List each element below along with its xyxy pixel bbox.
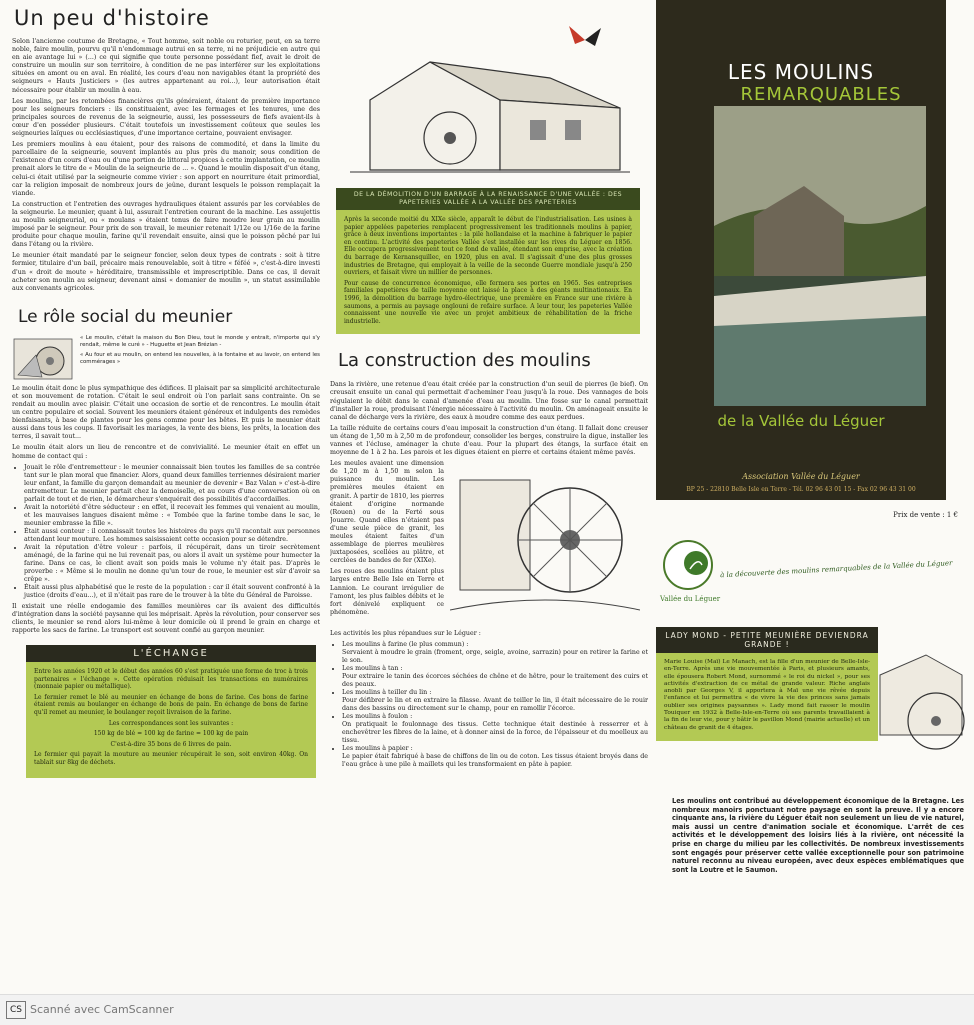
cover-address: BP 25 - 22810 Belle Isle en Terre - Tél. 02 96 43 01 15 - Fax 02 96 43 31 00 xyxy=(686,486,916,493)
construction-p1: Dans la rivière, une retenue d'eau était créée par la construction d'un seuil de pierres (le bief). On creusait ensuite un canal qui permettait d'acheminer l'eau jusqu'à la roue. Des vannages de bois régulaient le débit dans le canal d'amenée d'eau au moulin. Une fosse sur le canal permettait d'installer la roue, produisant l'énergie nécessaire à l'activité du moulin. On aménageait ensuite le canal de décharge vers la rivière, des eaux à moudre comme des eaux perdues. xyxy=(330,381,648,421)
list-item: • Avait la notoriété d'être séducteur : en effet, il recevait les femmes qui venaient au moulin, et les mauvaises langues disaient même : « Tombée que la farine tombe dans le sac, le meunier embrasse la fille ». xyxy=(24,504,320,528)
cover-title-2: REMARQUABLES xyxy=(740,84,902,105)
role-quote-1: « Le moulin, c'était la maison du Bon Dieu, tout le monde y entrait, n'importe qui s'y rendait, même le curé » - Huguette et Jean Brézian - xyxy=(80,334,320,348)
role-p3: Il existait une réelle endogamie des familles meunières car ils avaient des difficultés d'intégration dans la société paysanne qui les méprisait. Après la révolution, pour conserver ses clients, le meunier se rend alors lui-même à leur domicile où il prend le grain en charge et rapporte les sacs de farine. Le transport est souvent confié au garçon meunier. xyxy=(12,602,320,634)
mill-sketch-top xyxy=(330,0,648,188)
list-item: • Était aussi plus alphabétisé que le reste de la population : car il était souvent confronté à la justice (droits d'eau...), et il n'était pas rare de le trouver à la tête du Général de Paroisse. xyxy=(24,584,320,600)
role-list xyxy=(12,464,320,600)
list-item: • Les moulins à teiller du lin : Pour défibrer le lin et en extraire la filasse. Avant de teiller le lin, il était nécessaire de le rouir dans des bassins ou directement sur le champ, pour en ramollir l'écorce. xyxy=(342,689,648,713)
water-wheel-sketch-icon xyxy=(450,460,640,630)
demolition-title: DE LA DÉMOLITION D'UN BARRAGE À LA RENAISSANCE D'UNE VALLÉE : DES PAPETERIES VALLÉE À LA VALLÉE DES PAPETERIES xyxy=(336,188,640,210)
echange-p6: Le fermier qui payait la mouture au meunier récupérait le son, soit environ 40kg. On tablait sur 8kg de déchets. xyxy=(34,751,308,766)
final-text-box xyxy=(672,797,964,877)
list-item: • Les moulins à foulon : On pratiquait le foulonnage des tissus. Cette technique était destinée à resserrer et à enchevêtrer les fibres de la laine, et à donner ainsi de la force, de l'épaisseur et du moelleux au tissu. xyxy=(342,713,648,745)
echange-title: L'ÉCHANGE xyxy=(26,645,316,662)
tagline: à la découverte des moulins remarquables de la Vallée du Léguer xyxy=(719,559,953,580)
echange-p3: Les correspondances sont les suivantes : xyxy=(108,719,234,727)
vallee-leguer-logo-icon xyxy=(662,539,714,591)
list-item: • Les moulins à papier : Le papier était fabriqué à base de chiffons de lin ou de coton. Les tissus étaient broyés dans de l'eau grâce à une pile à maillets qui les transformaient en pâte à papier. xyxy=(342,745,648,769)
cover-title-1: LES MOULINS xyxy=(727,60,875,84)
role-p2: Le moulin était alors un lieu de rencontre et de convivialité. Le meunier était en effet un homme de contact qui : xyxy=(12,444,320,460)
demolition-box xyxy=(336,188,640,334)
cover-photo xyxy=(714,106,926,406)
construction-p2: La taille réduite de certains cours d'eau imposait la construction d'un étang. Il fallait donc creuser un étang de 1,50 m à 2,50 m de profondeur, consolider les berges, construire la digue, installer les vannes et l'écluse, aménager la chute d'eau. Pour la plupart des étangs, la surface était en moyenne de 1 à 2 ha. Les parois et les digues étaient en pierre et certains étaient même pavés. xyxy=(330,424,648,457)
list-item: • Les moulins à farine (le plus commun) : Servaient à moudre le grain (froment, orge, seigle, avoine, sarrazin) pour en retirer la farine et le son. xyxy=(342,641,648,665)
camscanner-label: Scanné avec CamScanner xyxy=(30,1003,174,1016)
meules-section xyxy=(330,460,648,630)
echange-p4: 150 kg de blé = 100 kg de farine = 100 kg de pain xyxy=(93,730,249,738)
scanner-footer xyxy=(0,994,974,1025)
demolition-p1: Après la seconde moitié du XIXe siècle, apparaît le début de l'industrialisation. Les usines à papier appelées papeteries remplacent progressivement les traditionnels moulins à papier, grâce à deux inventions importantes : la pile hollandaise et la machine à fabriquer le papier en continu. L'activité des papeteries Vallée s'est installée sur les rives du Léguer en 1856. Elle occupera progressivement tout ce fond de vallée, étendant son emprise, avec la création du barrage de Kernansquillec, en 1920, plus en aval. Il s'agissait d'une des plus grosses industries de Bretagne, qui employait à la veille de la seconde Guerre mondiale jusqu'à 250 ouvriers, et faisait vivre un millier de personnes. xyxy=(344,216,632,277)
camscanner-logo-icon: CS xyxy=(6,1001,26,1019)
role-p1: Le moulin était donc le plus sympathique des édifices. Il plaisait par sa simplicité architecturale et son mouvement de rotation. C'était le seul endroit où l'on parlait sans contrainte. On se rendait au moulin avec plaisir. C'était une occasion de sortie et de rencontres. Le moulin était un centre populaire et social. Souvent les meuniers étaient généreux et indulgents des remèdes bienfaisants, à base de plantes pour les gens comme pour les bêtes. Et puis le meunier était aussi dans tous les coups. Il favorisait les mariages, la vente des biens, les prêts, la location des terres, il savait tout... xyxy=(12,384,320,441)
right-panel xyxy=(656,505,970,990)
cover-subtitle: de la Vallée du Léguer xyxy=(717,412,885,430)
history-p5: Le meunier était mandaté par le seigneur foncier, selon deux types de contrats : soit à titre fermier, titulaire d'un bail, précaire mais renouvelable, soit à titre « féféé », c'est-à-dire investi d'un « droit de moute » héréditaire, transmissible et imprescriptible. Dans ce cas, il devait acheter son moulin au seigneur, devenant ainsi « domanier de moulin », un statut assimilable aux convenants agricoles. xyxy=(12,252,320,292)
cover-assoc: Association Vallée du Léguer xyxy=(742,472,860,481)
lady-box xyxy=(656,627,878,741)
cover-panel xyxy=(656,0,946,500)
list-item: • Jouait le rôle d'entremetteur : le meunier connaissait bien toutes les familles de sa contrée tant sur le plan moral que financier. Alors, quand deux familles terriennes désiraient marier leur enfant, la famille du garçon demandait au meunier de devenir « Baz Valan » c'est-à-dire entremetteur. Le meunier partait chez la demoiselle, et au cours d'une conversation où on parlait de tout et de rien, le démarcheur s'enquérait des possibilités d'accordailles. xyxy=(24,464,320,504)
history-title: Un peu d'histoire xyxy=(14,6,210,30)
lady-title: LADY MOND - PETITE MEUNIÈRE DEVIENDRA GRANDE ! xyxy=(656,627,878,653)
butterfly-icon xyxy=(565,22,605,58)
history-p3: Les premiers moulins à eau étaient, pour des raisons de commodité, et dans la limite du parcellaire de la seigneurie, souvent implantés au plus près du manoir, sous condition de l'existence d'un cours d'eau ou d'une portion de littoral propices à cette implantation, ce moulin prenait alors le titre de « Moulin de la seigneurie de ... ». Quand le moulin disposait d'un étang, celui-ci était utilisé par la seigneurie comme vivier : son apport en nourriture était primordial, car la religion imposait de nombreux jours de jeûne, durant lesquels le poisson remplaçait la viande. xyxy=(12,141,320,197)
millstone-sketch-icon xyxy=(12,335,74,383)
history-p2: Les moulins, par les retombées financières qu'ils généraient, étaient de première importance pour les seigneurs fonciers : ils constituaient, avec les fermages et les tenures, une des principales sources de revenus de la seigneurie, aussi, les possesseurs de fiefs avaient-ils à cœur d'en posséder plusieurs. C'était toutefois un investissement coûteux que seules les seigneuries laïques ou ecclésiastiques, d'une importance certaine, pouvaient envisager. xyxy=(12,97,320,138)
role-quote-2: « Au four et au moulin, on entend les nouvelles, à la fontaine et au lavoir, on entend les commérages » xyxy=(80,351,320,365)
lady-text: Marie Louise (Maï) Le Manach, est la fille d'un meunier de Belle-Isle-en-Terre. Après une vie mouvementée à Paris, et plusieurs amants, elle épousera Robert Mond, surnommé « le roi du nickel », pour ses activités d'extraction de ce métal de grande valeur. Riche anglais anobli par Georges V, il apportera à Maï une vie rêvée depuis l'enfance et lui permettra « de vivre la vie des princes sans jamais oublier ses origines paysannes ». Lady mond fait rasser le moulin Touiquer en 1932 à Belle-Isle-en-Terre où ses parents travaillaient à la fin de leur vie, pour y bâtir le pavillon Mond (mairie actuelle) et un château de granit de 4 étages. xyxy=(664,659,870,731)
column-construction xyxy=(330,0,648,990)
history-p4: La construction et l'entretien des ouvrages hydrauliques étaient assurés par les corvéables de la seigneurie. Le meunier, quant à lui, assurait l'entretien courant de la machine. Les assujettis au moulin seigneurial, ou « moulans » étaient tenus de faire moudre leur grain au moulin imposé par le seigneur. Pour prix de son travail, le meunier retenait 1/12e ou 1/16e de la farine produite pour chaque moulin, farine qu'il revendait ensuite, ainsi que le poisson pêché par lui dans l'étang ou la rivière. xyxy=(12,200,320,249)
echange-p5: C'est-à-dire 35 bons de 6 livres de pain. xyxy=(110,740,232,748)
logo-text: Vallée du Léguer xyxy=(660,595,721,603)
construction-p3: Les meules avaient une dimension de 1,20 m à 1,50 m selon la puissance du moulin. Les premières meules étaient en granit. À partir de 1810, les pierres étaient d'origine normande (Rouen) ou de la Ferté sous Jouarre. Quand elles n'étaient pas d'une seule pièce de granit, les meules étaient faites d'un assemblage de pierres meulières juxtaposées, scellées au plâtre, et cerclées de bandes de fer (XIXe). xyxy=(330,460,444,565)
final-text: Les moulins ont contribué au développement économique de la Bretagne. Les nombreux manoirs ponctuant notre paysage en sont la preuve. Il y a encore cinquante ans, la rivière du Léguer était non seulement un lieu de vie naturel, mais aussi un centre d'animation sociale et économique. L'arrêt de ces activités et le développement des loisirs liés à la rivière, ont nécessité la prise en charge du milieu par les collectivités. De nombreux investissements sont engagés pour préserver cette vallée exceptionnelle pour son patrimoine naturel reconnu au niveau européen, avec deux espèces emblématiques que sont la Loutre et le Saumon. xyxy=(672,797,964,874)
echange-p2: Le fermier remet le blé au meunier en échange de bons de farine. Ces bons de farine étaient remis au boulanger en échange de bons de pain. En échange de bons de farine qu'il remet au meunier, le boulanger reçoit livraison de la farine. xyxy=(34,693,308,716)
list-item: • Avait la réputation d'être voleur : parfois, il récupérait, dans un tiroir secrètement aménagé, de la farine qui ne lui revenait pas, ou alors il avait un système pour humecter la farine. Dans ce cas, le client avait son poids mais le volume n'y était pas. D'après le proverbe : « Même si le moulin ne donne qu'un tour de roue, le meunier est sûr d'avoir sa crêpe ». xyxy=(24,544,320,584)
history-p1: Selon l'ancienne coutume de Bretagne, « Tout homme, soit noble ou roturier, peut, en sa terre noble, faire moulin, pourvu qu'il n'endommage autrui en sa terre, ni ne préjudicie en autre qui en aie avantage lui » (...) ce qui signifie que toute personne possédant fief, avait le droit de construire un moulin sur son territoire, à condition de ne pas interférer sur les exploitations situées en amont ou en aval. En réalité, les cours d'eau non navigables étant la propriété des seigneurs « Hauts Justiciers » (les autres appartenant au roi...), leur autorisation était nécessaire pour établir un moulin à eau. xyxy=(12,38,320,94)
echange-p1: Entre les années 1920 et le début des années 60 s'est pratiquée une forme de troc à trois partenaires « l'échange ». Cette opération réduisait les transactions en numéraires (monnaie papier ou métallique). xyxy=(34,668,308,691)
role-title: Le rôle social du meunier xyxy=(18,306,233,327)
list-item: • Les moulins à tan : Pour extraire le tanin des écorces séchées de chêne et de hêtre, pour le traitement des cuirs et des peaux. xyxy=(342,665,648,689)
construction-title: La construction des moulins xyxy=(338,350,591,372)
list-item: • Était aussi conteur : il connaissait toutes les histoires du pays qu'il racontait aux personnes attendant leur mouture. Les hommes saisissaient cette occasion pour se détendre. xyxy=(24,528,320,544)
column-history xyxy=(12,0,320,990)
demolition-p2: Pour cause de concurrence économique, elle fermera ses portes en 1965. Ses entreprises familiales papetières de taille moyenne ont laissé la place à des géants multinationaux. En 1996, la démolition du barrage hydro-électrique, une première en France sur une rivière à saumons, a permis au paysage onglouni de refaire surface. A leur tour, les papeteries Vallée connaissent une nouvelle vie avec un projet ambitieux de réhabilitation de la friche industrielle. xyxy=(344,279,632,325)
activities-list xyxy=(330,641,648,769)
echange-box xyxy=(26,645,316,778)
price-label: Prix de vente : 1 € xyxy=(893,511,958,519)
mill-sketch-right-icon xyxy=(876,635,966,775)
role-quotes xyxy=(12,335,320,383)
construction-p5: Les activités les plus répandues sur le Léguer : xyxy=(330,630,481,638)
construction-p4: Les roues des moulins étaient plus larges entre Belle Isle en Terre et Lannion. Le courant irrégulier de l'amont, les plus faibles débits et le fort dénivelé expliquent ce phénomène. xyxy=(330,568,444,616)
